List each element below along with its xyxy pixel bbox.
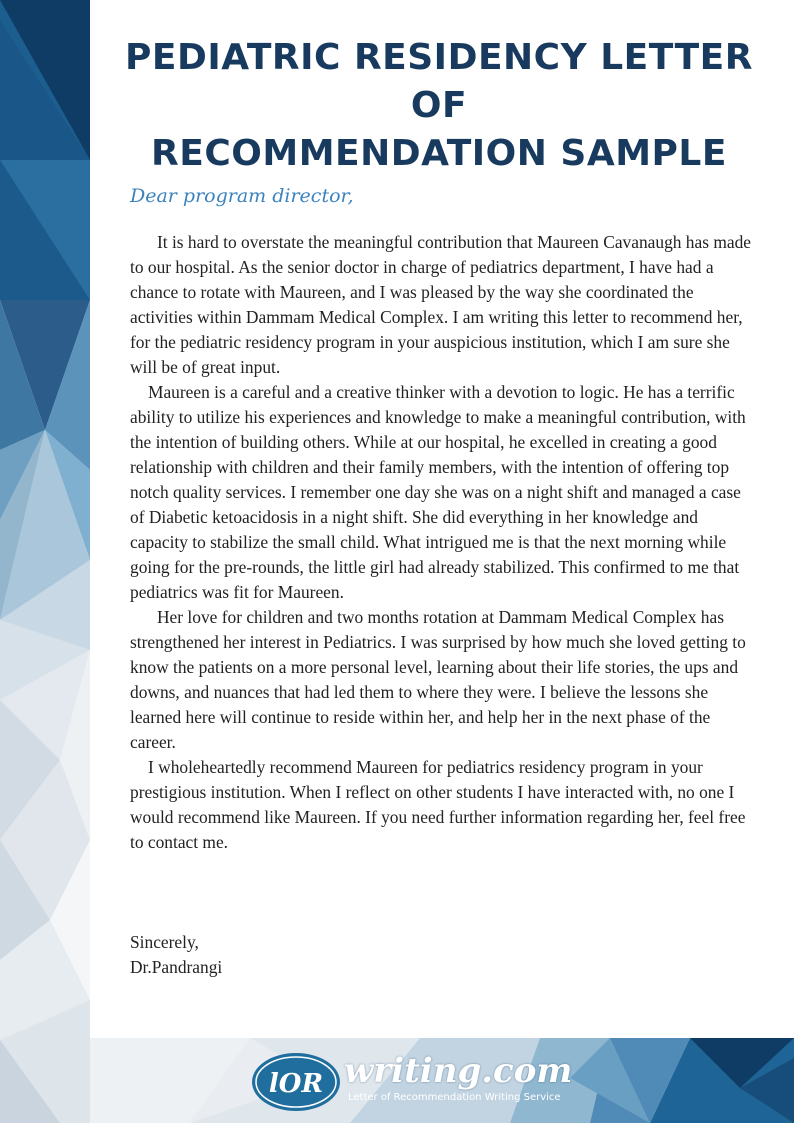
logo-tagline: Letter of Recommendation Writing Service xyxy=(348,1092,561,1103)
page-title-line-2: RECOMMENDATION SAMPLE xyxy=(151,133,727,174)
letter-paragraph-3: Her love for children and two months rotation at Dammam Medical Complex has strengthened her interest in Pediatrics. I was surprised by how much she loved getting to know the patients on a more personal level, learning about their life stories, the ups and downs, and nuances that had led them to where they were. I believe the lessons she learned here will continue to reside within her, and help her in the next phase of the career. xyxy=(130,607,746,752)
page-title-line-1: PEDIATRIC RESIDENCY LETTER OF xyxy=(125,37,753,126)
letter-closing-block xyxy=(130,930,222,980)
logo-badge-icon xyxy=(252,1052,342,1112)
footer-logo xyxy=(252,1050,573,1114)
letter-salutation: Dear program director, xyxy=(130,185,354,207)
letter-paragraph-4: I wholeheartedly recommend Maureen for pediatrics residency program in your prestigious institution. When I reflect on other students I have interacted with, no one I would recommend like Maureen. If you need further information regarding her, feel free to contact me. xyxy=(130,757,746,852)
letter-paragraph-2: Maureen is a careful and a creative thinker with a devotion to logic. He has a terrific ability to utilize his experiences and knowledge to make a meaningful contribution, with the intention of building others. While at our hospital, he excelled in creating a good relationship with children and their family members, with the intention of offering top notch quality services. I remember one day she was on a night shift and managed a case of Diabetic ketoacidosis in a night shift. She did everything in her knowledge and capacity to stabilize the small child. What intrigued me is that the next morning while going for the pre-rounds, the little girl had already stabilized. This confirmed to me that pediatrics was fit for Maureen. xyxy=(130,382,746,602)
letter-closing: Sincerely, xyxy=(130,932,199,952)
letter-body xyxy=(130,230,752,855)
page-title xyxy=(108,34,770,178)
letter-signature: Dr.Pandrangi xyxy=(130,957,223,977)
geometric-background-graphic xyxy=(0,0,90,1123)
letter-paragraph-1: It is hard to overstate the meaningful contribution that Maureen Cavanaugh has made to our hospital. As the senior doctor in charge of pediatrics department, I have had a chance to rotate with Maureen, and I was pleased by the way she coordinated the activities within Dammam Medical Complex. I am writing this letter to recommend her, for the pediatric residency program in your auspicious institution, which I am sure she will be of great input. xyxy=(130,232,751,377)
logo-badge-text: lOR xyxy=(268,1069,324,1099)
left-decorative-panel xyxy=(0,0,90,1123)
logo-site-name: writing.com xyxy=(344,1051,573,1091)
